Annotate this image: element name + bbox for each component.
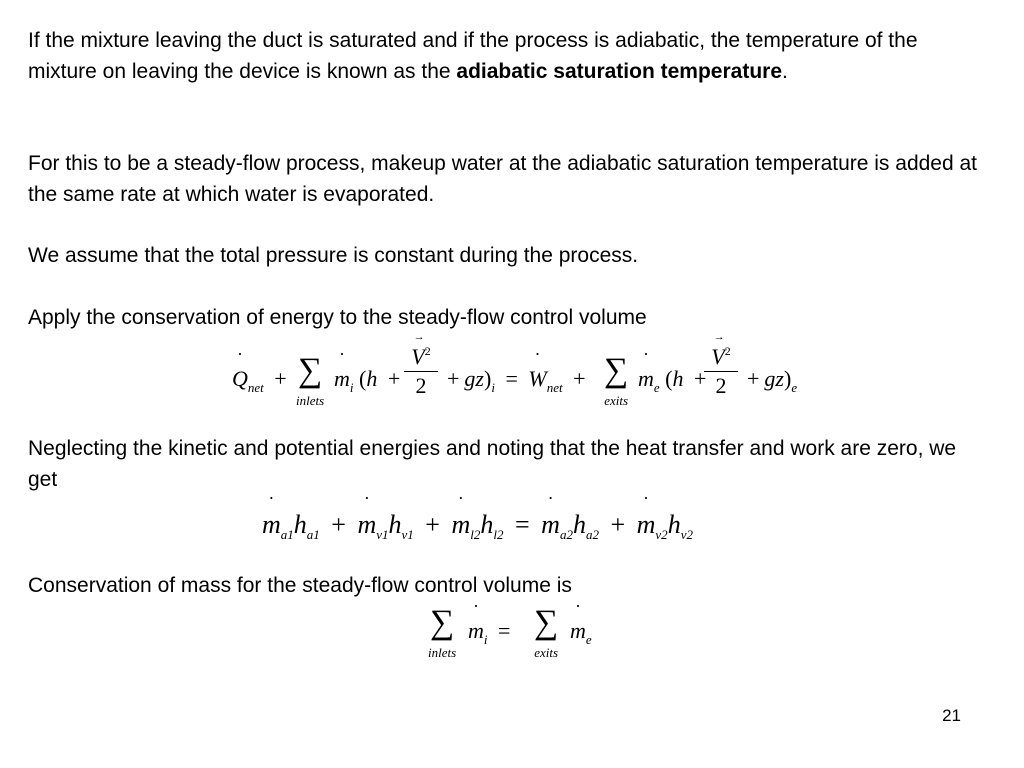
- i-subscript: i: [483, 632, 488, 647]
- bold-term: adiabatic saturation temperature: [456, 60, 782, 83]
- exits-label: exits: [604, 393, 629, 408]
- subscript: a1: [280, 527, 294, 542]
- sigma-symbol: ∑: [430, 604, 455, 641]
- h-symbol: h: [293, 510, 307, 539]
- m-dot-symbol: ˙ m: [570, 618, 586, 643]
- mass-equation: [430, 606, 610, 676]
- i-subscript: i: [491, 380, 495, 395]
- h-symbol: h: [480, 510, 494, 539]
- w-subscript: net: [546, 380, 563, 395]
- inlets-label: inlets: [296, 393, 325, 408]
- m-dot-symbol: ˙ m: [262, 510, 281, 539]
- plus-sign: +: [331, 510, 346, 539]
- sum-inlets: [428, 604, 457, 660]
- sum-exits: [604, 352, 629, 408]
- page-number: 21: [942, 706, 961, 725]
- sigma-symbol: ∑: [604, 352, 629, 389]
- m-dot-symbol: ˙ m: [334, 366, 350, 391]
- plus-sign: +: [573, 366, 586, 391]
- equals-sign: =: [505, 366, 518, 391]
- close-paren: ): [483, 366, 492, 391]
- h-symbol: h: [572, 510, 586, 539]
- m-dot-symbol: ˙ m: [468, 618, 484, 643]
- plus-sign: +: [610, 510, 626, 539]
- open-paren: (: [665, 366, 673, 391]
- m-dot-symbol: ˙ m: [451, 510, 470, 539]
- h-symbol: h: [672, 366, 684, 391]
- energy-equation: [232, 344, 832, 424]
- equals-sign: =: [515, 510, 530, 539]
- plus-sign: +: [425, 510, 440, 539]
- paragraph-neglecting-energies: Neglecting the kinetic and potential energies and noting that the heat transfer and work are zero, we get: [28, 437, 957, 491]
- gz-symbol: gz: [464, 366, 484, 391]
- denominator: 2: [715, 373, 727, 398]
- m-dot-symbol: ˙ m: [541, 510, 560, 539]
- m-dot-symbol: ˙ m: [357, 510, 376, 539]
- w-symbol: ˙ W: [528, 366, 546, 391]
- exponent: 2: [724, 344, 731, 358]
- denominator: 2: [415, 373, 427, 398]
- m-dot-symbol: ˙ m: [637, 510, 656, 539]
- subscript: v2: [655, 527, 668, 542]
- paragraph-adiabatic-saturation: [28, 25, 978, 87]
- paragraph-steady-flow: For this to be a steady-flow process, makeup water at the adiabatic saturation temperature is added at the same rate at which water is evaporated.: [28, 152, 978, 206]
- exponent: 2: [424, 344, 431, 358]
- sum-exits: [534, 604, 559, 660]
- subscript: l2: [493, 527, 504, 542]
- plus-sign: +: [747, 366, 760, 391]
- paragraph-mass-conservation: Conservation of mass for the steady-flow control volume is: [28, 574, 572, 597]
- energy-balance-equation: [262, 510, 693, 542]
- e-subscript: e: [791, 380, 798, 395]
- sigma-symbol: ∑: [534, 604, 559, 641]
- v-squared-fraction: [404, 346, 438, 397]
- h-symbol: h: [388, 510, 402, 539]
- inlets-label: inlets: [428, 645, 457, 660]
- equals-sign: =: [498, 618, 511, 643]
- subscript: v1: [401, 527, 414, 542]
- h-symbol: h: [667, 510, 681, 539]
- paragraph-text: If the mixture leaving the duct is saturated and if the process is adiabatic, the temperature of the mixture on leaving the device is known as the: [28, 29, 918, 83]
- subscript: a2: [585, 527, 599, 542]
- q-symbol: ˙ Q: [232, 366, 248, 391]
- close-paren: ): [783, 366, 792, 391]
- e-subscript: e: [653, 380, 660, 395]
- subscript: l2: [470, 527, 481, 542]
- paragraph-energy-conservation: Apply the conservation of energy to the steady-flow control volume: [28, 306, 647, 329]
- subscript: a2: [559, 527, 573, 542]
- sum-inlets: [296, 352, 325, 408]
- m-dot-symbol: ˙ m: [638, 366, 654, 391]
- v-squared-fraction: [704, 346, 738, 397]
- subscript: a1: [306, 527, 320, 542]
- subscript: v2: [680, 527, 693, 542]
- q-subscript: net: [247, 380, 264, 395]
- paragraph-constant-pressure: We assume that the total pressure is constant during the process.: [28, 244, 639, 267]
- plus-sign: +: [387, 366, 401, 391]
- subscript: v1: [376, 527, 389, 542]
- plus-sign: +: [274, 366, 287, 391]
- exits-label: exits: [534, 645, 559, 660]
- v-symbol: → V: [411, 344, 424, 369]
- paragraph-text: .: [782, 60, 788, 83]
- plus-sign: +: [694, 366, 707, 391]
- h-symbol: h: [366, 366, 378, 391]
- v-symbol: → V: [711, 344, 724, 369]
- i-subscript: i: [349, 380, 354, 395]
- gz-symbol: gz: [764, 366, 784, 391]
- plus-sign: +: [447, 366, 460, 391]
- e-subscript: e: [585, 632, 592, 647]
- open-paren: (: [359, 366, 367, 391]
- sigma-symbol: ∑: [298, 352, 323, 389]
